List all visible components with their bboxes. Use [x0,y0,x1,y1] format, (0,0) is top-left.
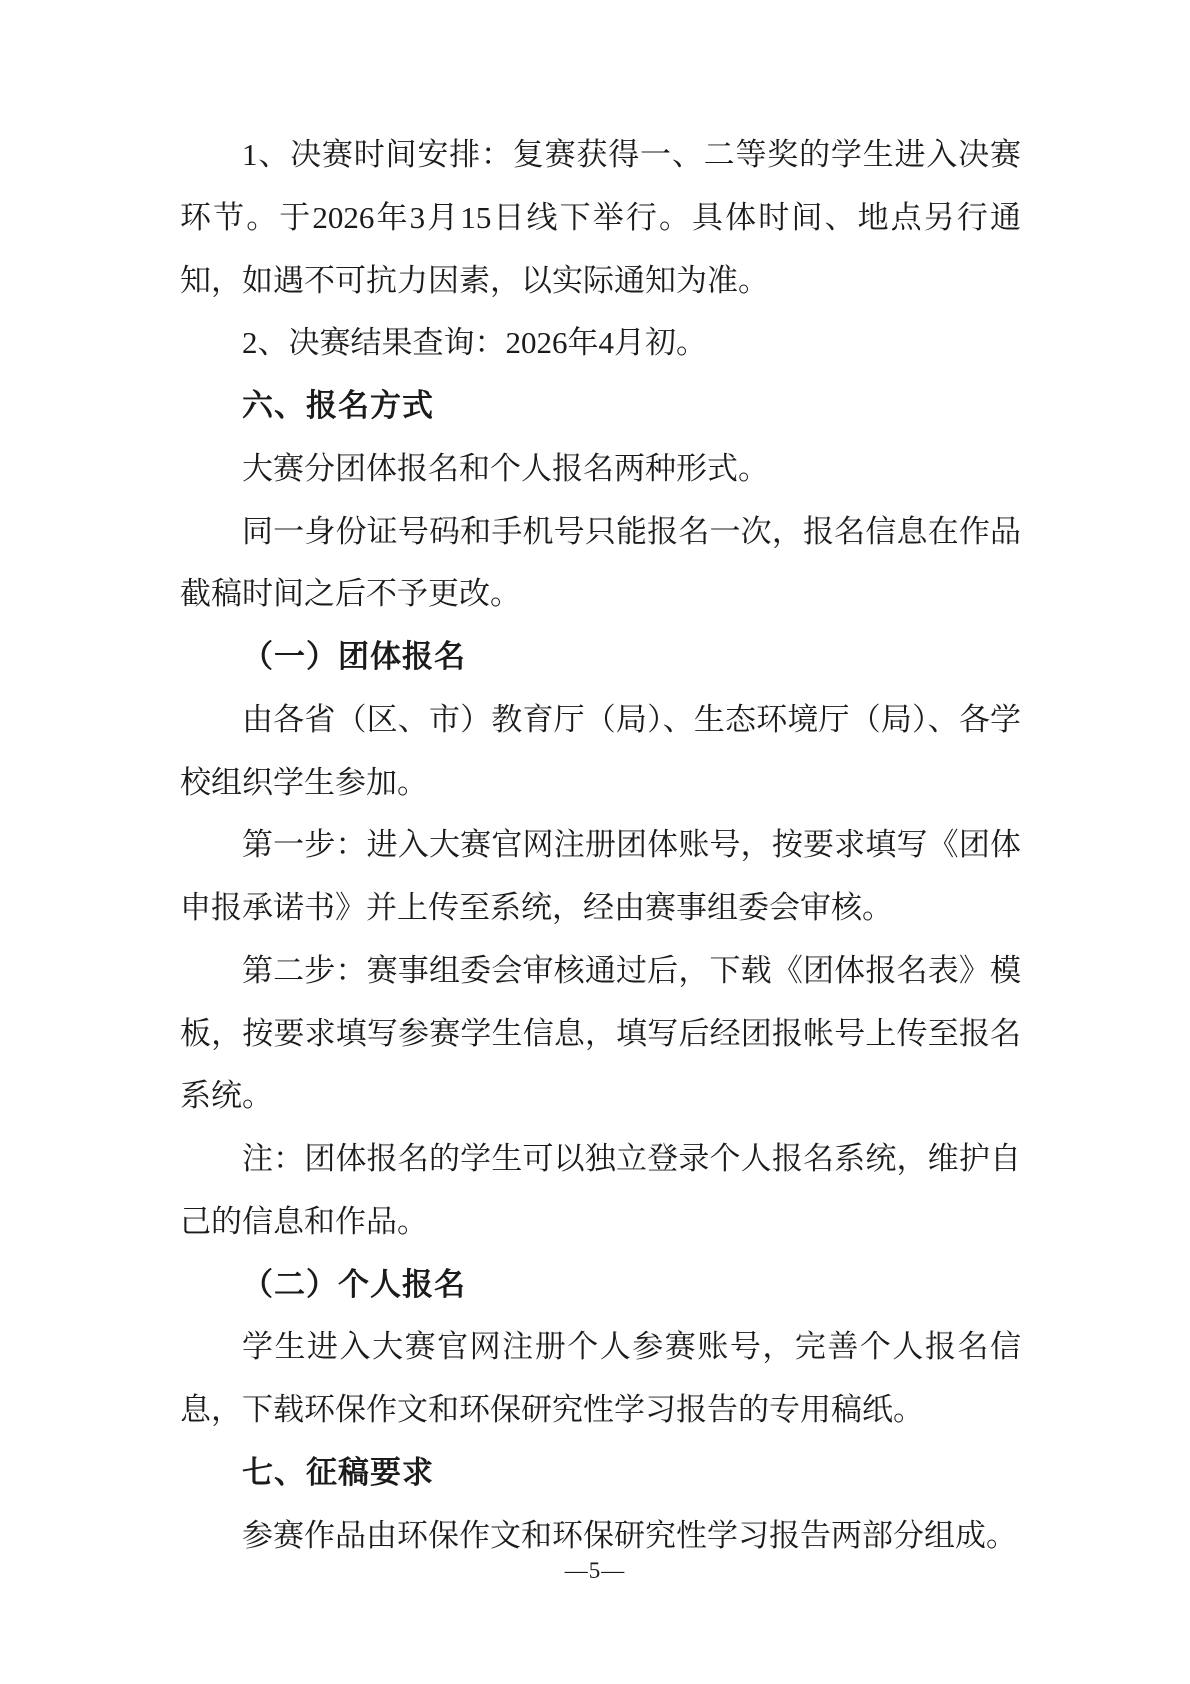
paragraph: 参赛作品由环保作文和环保研究性学习报告两部分组成。 [242,1517,1017,1553]
paragraph: 注：团体报名的学生可以独立登录个人报名系统，维护自己的信息和作品。 [180,1141,1021,1239]
section-heading: 七、征稿要求 [242,1454,434,1490]
paragraph: 大赛分团体报名和个人报名两种形式。 [242,450,769,486]
page-footer [0,1556,1190,1586]
section-heading: 六、报名方式 [242,388,434,423]
paragraph: 同一身份证号码和手机号只能报名一次，报名信息在作品截稿时间之后不予更改。 [180,513,1021,612]
paragraph: 第二步：赛事组委会审核通过后，下载《团体报名表》模板，按要求填写参赛学生信息，填写后经团报帐号上传至报名系统。 [180,952,1021,1114]
page-number: —5— [564,1558,626,1583]
paragraph: 1、决赛时间安排：复赛获得一、二等奖的学生进入决赛环节。于2026年3月15日线下举行。具体时间、地点另行通知，如遇不可抗力因素，以实际通知为准。 [180,137,1021,298]
paragraph: 第一步：进入大赛官网注册团体账号，按要求填写《团体申报承诺书》并上传至系统，经由赛事组委会审核。 [180,827,1021,925]
document-body [180,124,1021,1567]
section-heading: （二）个人报名 [242,1266,466,1302]
paragraph: 由各省（区、市）教育厅（局）、生态环境厅（局）、各学校组织学生参加。 [180,701,1021,800]
paragraph: 2、决赛结果查询：2026年4月初。 [242,325,707,361]
paragraph: 学生进入大赛官网注册个人参赛账号，完善个人报名信息，下载环保作文和环保研究性学习报告的专用稿纸。 [180,1329,1021,1427]
section-heading: （一）团体报名 [242,639,466,674]
